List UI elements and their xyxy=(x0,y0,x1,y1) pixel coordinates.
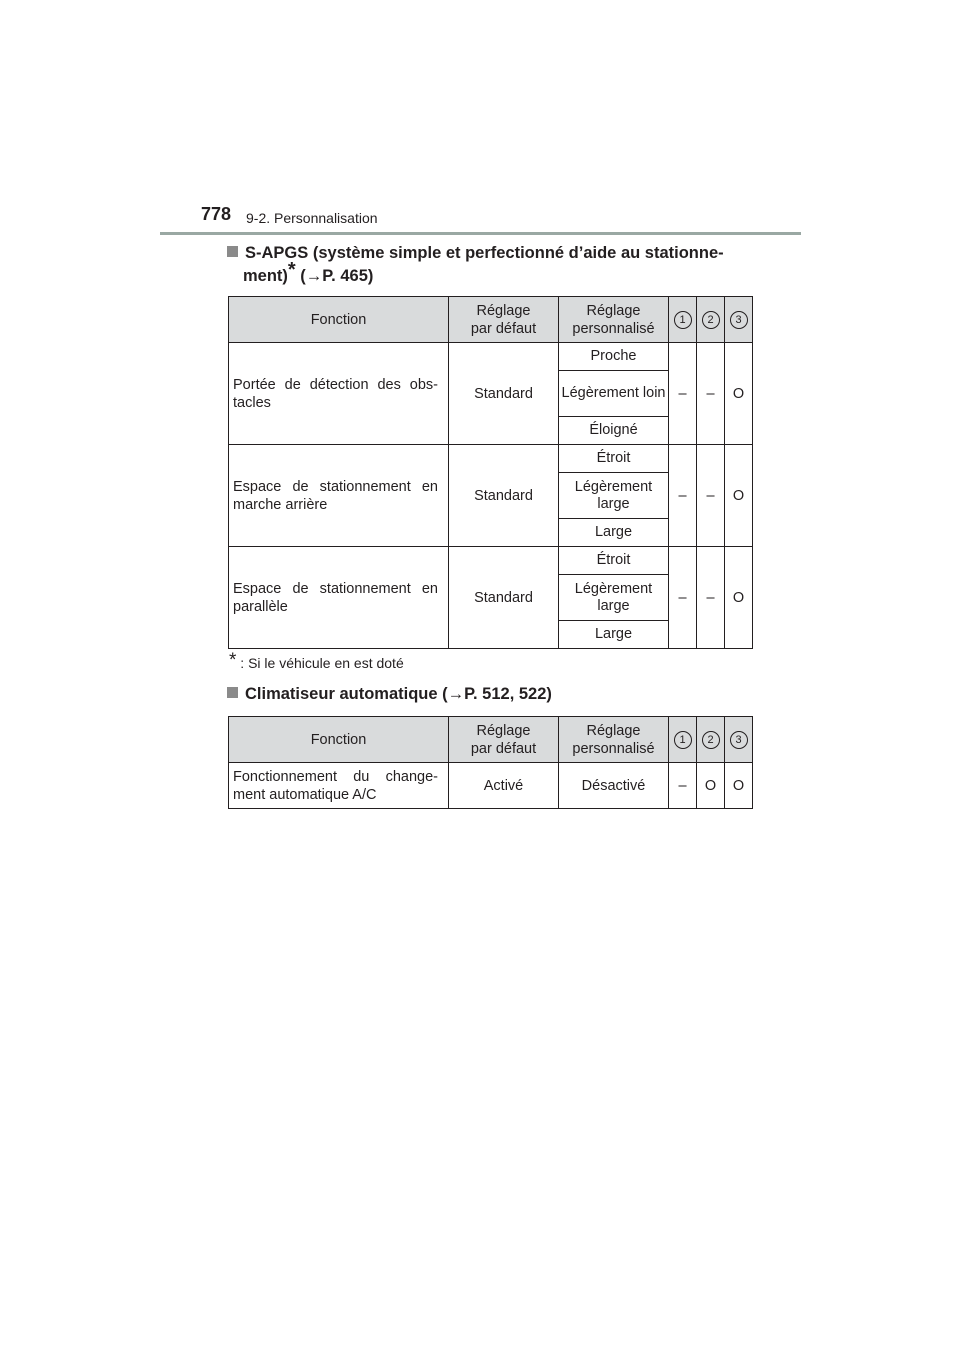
table-row xyxy=(229,445,753,473)
circled-number-icon: 1 xyxy=(674,731,692,749)
cell-defaut: Standard xyxy=(449,445,559,547)
circled-number-icon: 3 xyxy=(730,731,748,749)
cell-fonction: Fonctionnement du change- ment automatique A/C xyxy=(229,763,449,809)
cell-option: Légèrement large xyxy=(559,575,669,621)
page-number: 778 xyxy=(201,204,232,224)
heading-line-2: ment) xyxy=(243,267,288,285)
header-fonction: Fonction xyxy=(229,717,449,763)
circled-number-icon: 2 xyxy=(702,731,720,749)
s-apgs-table xyxy=(228,296,753,649)
cell-method-2: – xyxy=(697,445,725,547)
cell-method-3: O xyxy=(725,445,753,547)
asterisk-icon: * xyxy=(229,650,237,671)
cell-option: Étroit xyxy=(559,445,669,473)
cell-fonction: Portée de détection des obs- tacles xyxy=(229,343,449,445)
cell-method-2: O xyxy=(697,763,725,809)
table-row xyxy=(229,547,753,575)
header-defaut: Réglage par défaut xyxy=(449,717,559,763)
cell-personnalise: Désactivé xyxy=(559,763,669,809)
heading-line-1: S-APGS (système simple et perfectionné d’aide au stationne- xyxy=(245,244,724,262)
header-method-3 xyxy=(725,717,753,763)
cell-option: Proche xyxy=(559,343,669,371)
cell-method-2: – xyxy=(697,547,725,649)
table-header-row xyxy=(229,717,753,763)
header-method-2 xyxy=(697,297,725,343)
heading-s-apgs xyxy=(227,242,751,288)
cell-defaut: Standard xyxy=(449,343,559,445)
table-row xyxy=(229,343,753,371)
cell-option: Légèrement loin xyxy=(559,371,669,417)
cell-defaut: Activé xyxy=(449,763,559,809)
climatiseur-table xyxy=(228,716,753,809)
cell-defaut: Standard xyxy=(449,547,559,649)
cell-fonction: Espace de stationnement en parallèle xyxy=(229,547,449,649)
cell-fonction: Espace de stationnement en marche arrière xyxy=(229,445,449,547)
header-method-2 xyxy=(697,717,725,763)
cell-method-1: – xyxy=(669,763,697,809)
cell-option: Large xyxy=(559,621,669,649)
cell-method-3: O xyxy=(725,763,753,809)
footnote-text: : Si le véhicule en est doté xyxy=(240,655,404,671)
square-bullet-icon xyxy=(227,246,238,257)
header-fonction: Fonction xyxy=(229,297,449,343)
header-personnalise: Réglage personnalisé xyxy=(559,717,669,763)
header-rule xyxy=(160,232,801,235)
circled-number-icon: 2 xyxy=(702,311,720,329)
heading-page-ref: (→P. 465) xyxy=(295,267,374,285)
cell-method-3: O xyxy=(725,343,753,445)
square-bullet-icon xyxy=(227,687,238,698)
cell-option: Éloigné xyxy=(559,417,669,445)
circled-number-icon: 1 xyxy=(674,311,692,329)
table-row xyxy=(229,763,753,809)
cell-option: Large xyxy=(559,519,669,547)
header-defaut: Réglage par défaut xyxy=(449,297,559,343)
cell-option: Étroit xyxy=(559,547,669,575)
heading-text: Climatiseur automatique (→P. 512, 522) xyxy=(245,685,552,703)
cell-method-2: – xyxy=(697,343,725,445)
header-method-3 xyxy=(725,297,753,343)
header-method-1 xyxy=(669,297,697,343)
cell-option: Légèrement large xyxy=(559,473,669,519)
cell-method-1: – xyxy=(669,547,697,649)
cell-method-1: – xyxy=(669,343,697,445)
footnote xyxy=(229,650,404,671)
table-header-row xyxy=(229,297,753,343)
header-method-1 xyxy=(669,717,697,763)
asterisk-icon: * xyxy=(287,259,296,281)
cell-method-1: – xyxy=(669,445,697,547)
header-personnalise: Réglage personnalisé xyxy=(559,297,669,343)
circled-number-icon: 3 xyxy=(730,311,748,329)
section-title: 9-2. Personnalisation xyxy=(246,210,378,226)
cell-method-3: O xyxy=(725,547,753,649)
heading-climatiseur xyxy=(227,683,552,706)
